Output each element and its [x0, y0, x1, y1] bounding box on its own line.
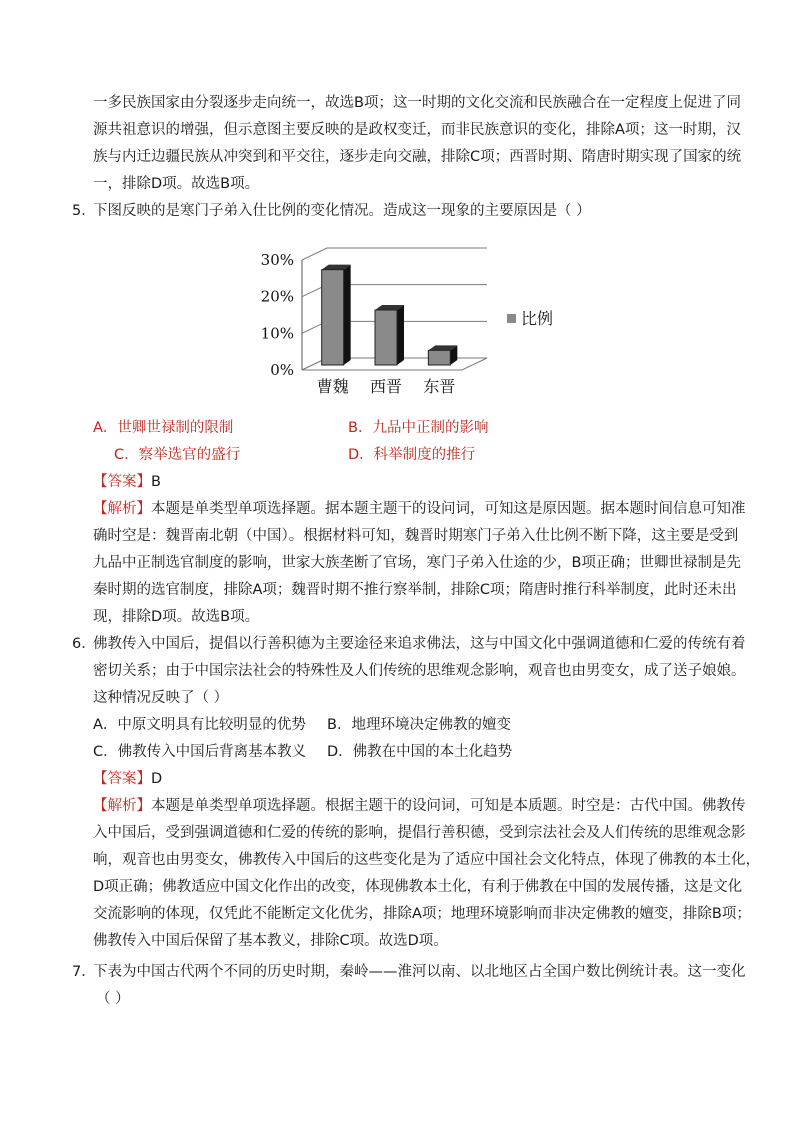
q6-option-a: A．中原文明具有比较明显的优势 — [93, 717, 306, 733]
answer-tag: 【答案】 — [93, 474, 151, 490]
prev-explanation-line: 源共祖意识的增强，但示意图主要反映的是政权变迁，而非民族意识的变化，排除A项；这一时期，汉 — [93, 122, 741, 138]
q6-answer — [93, 769, 162, 789]
question-7-stem: 下表为中国古代两个不同的历史时期，秦岭——淮河以南、以北地区占全国户数比例统计表。这一变化 — [93, 964, 746, 980]
q6-option-d: D．佛教在中国的本土化趋势 — [327, 744, 513, 760]
question-6-stem: 这种情况反映了（ ） — [93, 690, 229, 706]
q5-answer — [93, 472, 161, 492]
answer-value: D — [151, 771, 163, 787]
legend-label: 比例 — [521, 309, 554, 328]
q5-analysis-line: 九品中正制选官制度的影响，世家大族垄断了官场，寒门子弟入仕途的少，B项正确；世卿世禄制是先 — [93, 555, 741, 571]
x-tick-label: 东晋 — [423, 377, 456, 396]
bar-side — [344, 265, 351, 365]
q6-option-b: B．地理环境决定佛教的嬗变 — [327, 717, 511, 733]
analysis-tag: 【解析】 — [93, 798, 151, 814]
q6-analysis-line: 交流影响的体现，仅凭此不能断定文化优劣，排除A项；地理环境影响而非决定佛教的嬗变，排除B项； — [93, 906, 751, 922]
question-5-stem: 下图反映的是寒门子弟入仕比例的变化情况。造成这一现象的主要原因是（ ） — [93, 203, 591, 219]
q5-analysis-line: 确时空是：魏晋南北朝（中国）。根据材料可知，魏晋时期寒门子弟入仕比例不断下降，这主要是受到 — [93, 528, 739, 544]
q5-analysis-line: 秦时期的选官制度，排除A项；魏晋时期不推行察举制，排除C项；隋唐时推行科举制度，此时还未出 — [93, 582, 737, 598]
q5-analysis-line — [93, 499, 746, 519]
q5-option-d: D．科举制度的推行 — [348, 447, 476, 463]
question-6-number: 6． — [72, 636, 96, 652]
answer-value: B — [151, 474, 161, 490]
question-7-stem-paren: （ ） — [96, 991, 130, 1007]
q5-option-a: A．世卿世禄制的限制 — [93, 420, 234, 436]
legend-swatch — [507, 314, 516, 323]
q5-option-c: C．察举选官的盛行 — [114, 447, 241, 463]
y-tick-label: 20% — [260, 287, 294, 306]
q5-option-b: B．九品中正制的影响 — [348, 420, 489, 436]
q6-analysis-line: 佛教传入中国后保留了基本教义，排除C项。故选D项。 — [93, 933, 448, 949]
x-tick-label: 西晋 — [369, 377, 403, 396]
y-tick-label: 0% — [270, 361, 294, 379]
analysis-tag: 【解析】 — [93, 501, 151, 517]
q6-analysis-line — [93, 796, 746, 816]
q6-analysis-line: D项正确；佛教适应中国文化作出的改变，体现佛教本土化，有利于佛教在中国的发展传播，这是文化 — [93, 879, 743, 895]
gridline-side — [302, 248, 327, 260]
answer-tag: 【答案】 — [93, 771, 151, 787]
q6-analysis-line: 响，观音也由男变女，佛教传入中国后的这些变化是为了适应中国社会文化特点，体现了佛教的本土化， — [93, 852, 760, 868]
y-tick-label: 30% — [260, 251, 294, 269]
x-tick-label: 曹魏 — [316, 377, 349, 396]
prev-explanation-line: 一，排除D项。故选B项。 — [93, 176, 260, 192]
question-5-bar-chart — [252, 238, 582, 408]
bar-side — [397, 305, 404, 365]
question-6-stem: 密切关系；由于中国宗法社会的特殊性及人们传统的思维观念影响，观音也由男变女，成了送子娘娘。 — [93, 663, 746, 679]
q6-analysis-line: 入中国后，受到强调道德和仁爱的传统的影响，提倡行善积德，受到宗法社会及人们传统的思维观念影 — [93, 825, 746, 841]
bar — [322, 270, 344, 365]
question-7-number: 7． — [72, 964, 96, 980]
prev-explanation-line: 一多民族国家由分裂逐步走向统一，故选B项；这一时期的文化交流和民族融合在一定程度上促进了同 — [93, 95, 741, 111]
q6-option-c: C．佛教传入中国后背离基本教义 — [93, 744, 307, 760]
prev-explanation-line: 族与内迁边疆民族从冲突到和平交往，逐步走向交融，排除C项；西晋时期、隋唐时期实现了国家的统 — [93, 149, 742, 165]
q5-analysis-line: 现，排除D项。故选B项。 — [93, 609, 260, 625]
bar — [428, 350, 450, 365]
question-5-number: 5． — [72, 203, 96, 219]
analysis-text: 本题是单类型单项选择题。根据主题干的设问词，可知是本质题。时空是：古代中国。佛教传 — [151, 798, 746, 814]
analysis-text: 本题是单类型单项选择题。据本题主题干的设问词，可知这是原因题。据本题时间信息可知准 — [151, 501, 746, 517]
bar — [375, 310, 397, 365]
question-6-stem: 佛教传入中国后，提倡以行善积德为主要途径来追求佛法，这与中国文化中强调道德和仁爱的传统有着 — [93, 636, 746, 652]
y-tick-label: 10% — [260, 324, 294, 343]
